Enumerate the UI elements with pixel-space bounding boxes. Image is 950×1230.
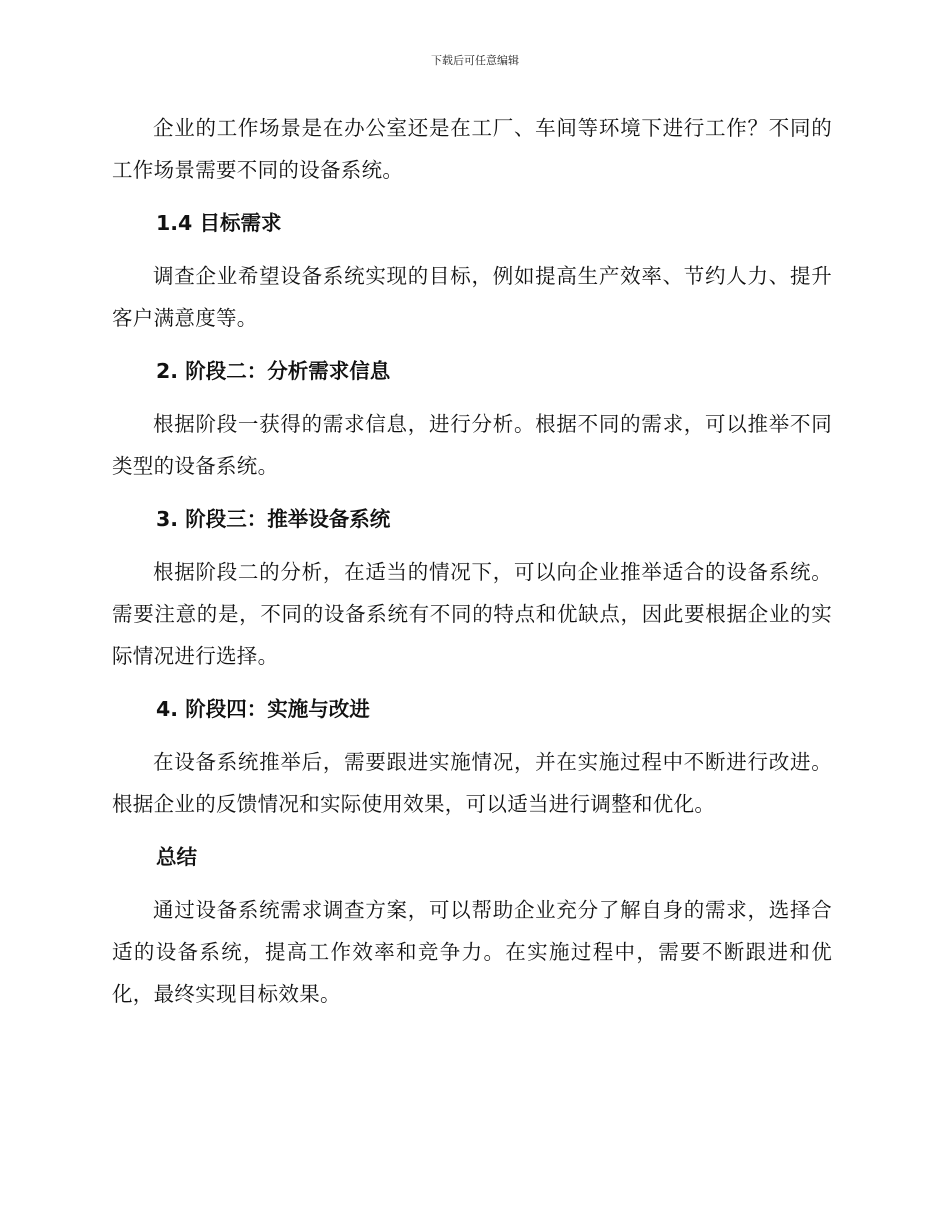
- spacer: [112, 191, 832, 202]
- spacer: [112, 730, 832, 741]
- paragraph-summary: 通过设备系统需求调查方案，可以帮助企业充分了解自身的需求，选择合适的设备系统，提高工作效率和竞争力。在实施过程中，需要不断跟进和优化，最终实现目标效果。: [112, 898, 832, 1006]
- spacer: [112, 540, 832, 551]
- section-heading-stage-four: 4. 阶段四：实施与改进: [156, 697, 370, 721]
- section-heading-target-needs: 1.4 目标需求: [156, 211, 282, 235]
- page-header: 下载后可任意编辑: [431, 54, 519, 67]
- section-heading-stage-two: 2. 阶段二：分析需求信息: [156, 359, 391, 383]
- paragraph-stage-three: 根据阶段二的分析，在适当的情况下，可以向企业推举适合的设备系统。需要注意的是，不同的设备系统有不同的特点和优缺点，因此要根据企业的实际情况进行选择。: [112, 560, 832, 668]
- spacer: [112, 878, 832, 889]
- paragraph-work-scene: 企业的工作场景是在办公室还是在工厂、车间等环境下进行工作？不同的工作场景需要不同的设备系统。: [112, 116, 832, 182]
- section-heading-summary: 总结: [156, 845, 197, 869]
- spacer: [112, 825, 832, 836]
- paragraph-target-needs: 调查企业希望设备系统实现的目标，例如提高生产效率、节约人力、提升客户满意度等。: [112, 264, 832, 330]
- spacer: [112, 244, 832, 255]
- spacer: [112, 487, 832, 498]
- spacer: [112, 677, 832, 688]
- spacer: [112, 392, 832, 403]
- spacer: [112, 339, 832, 350]
- document-body: [112, 107, 832, 1015]
- section-heading-stage-three: 3. 阶段三：推举设备系统: [156, 507, 391, 531]
- paragraph-stage-four: 在设备系统推举后，需要跟进实施情况，并在实施过程中不断进行改进。根据企业的反馈情况和实际使用效果，可以适当进行调整和优化。: [112, 750, 832, 816]
- paragraph-stage-two: 根据阶段一获得的需求信息，进行分析。根据不同的需求，可以推举不同类型的设备系统。: [112, 412, 832, 478]
